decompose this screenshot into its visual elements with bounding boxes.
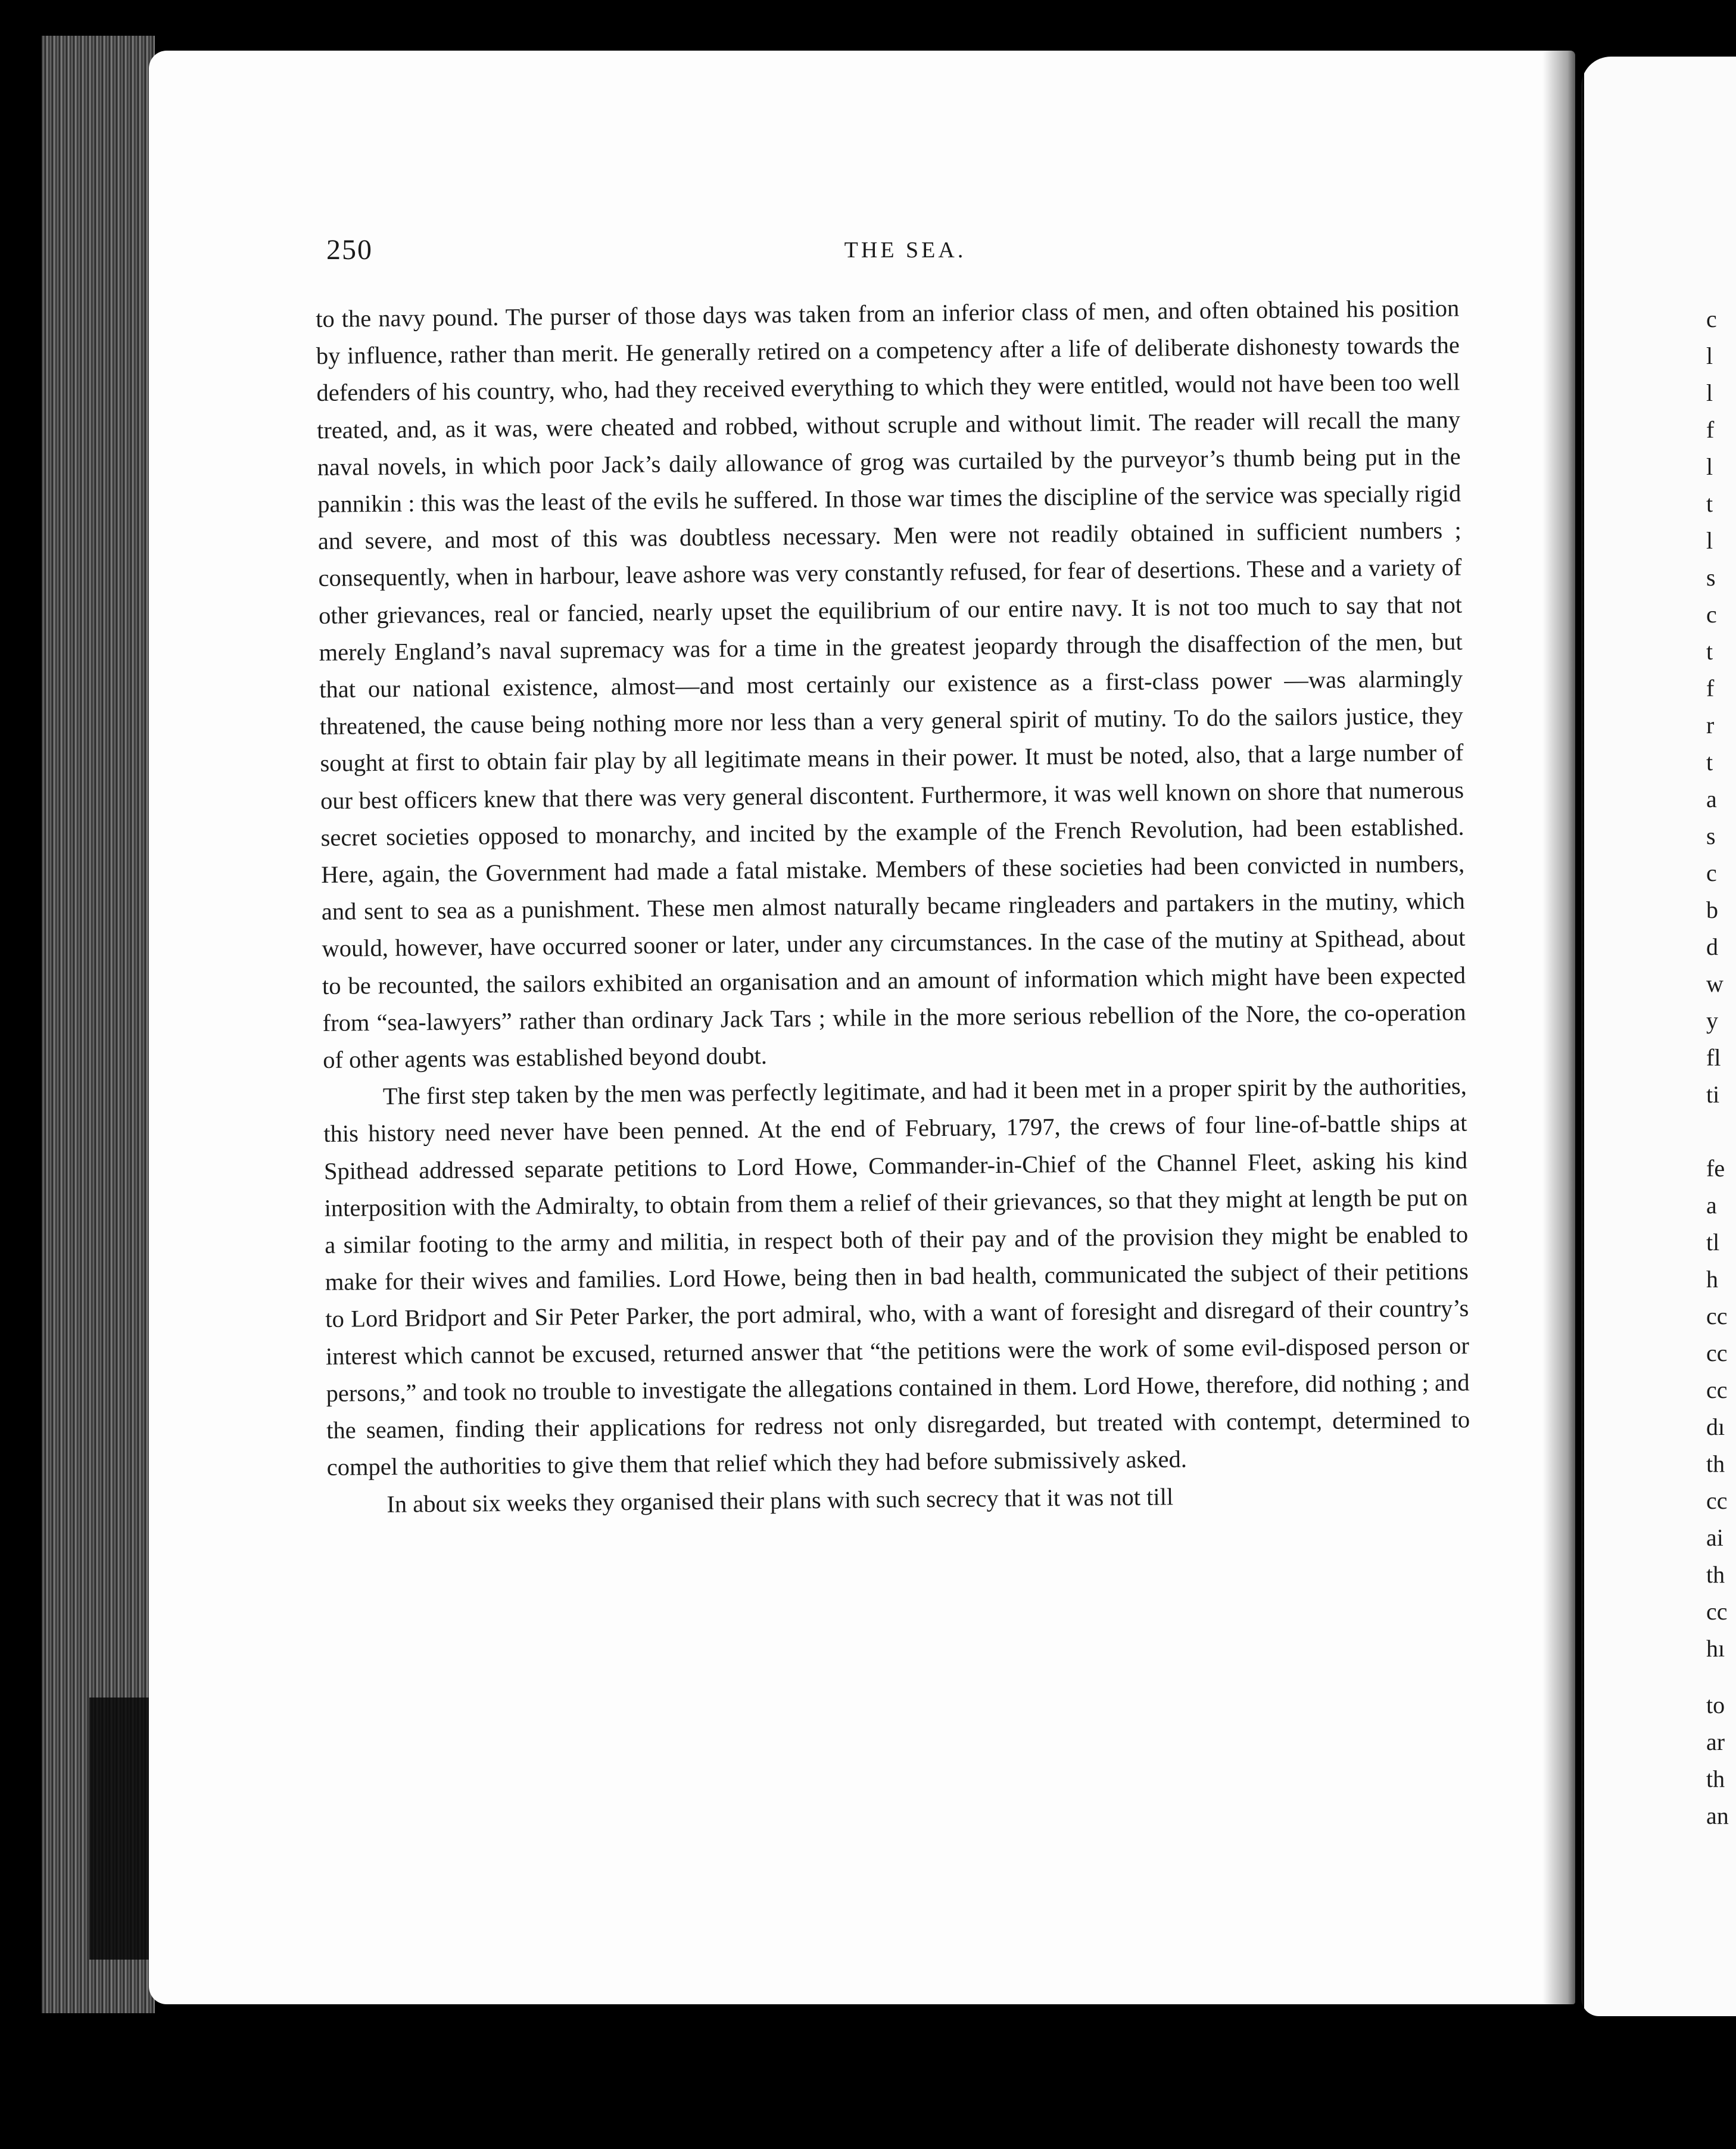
paragraph: The first step taken by the men was perfectly legitimate, and had it been met in a proper spirit by the authorities, this history need never have been penned. At the end of February, 1797, the crews of four line-of-battle ships at Spithead addressed separate petitions to Lord Howe, Commander-in-Chief of the Channel Fleet, asking his kind interposition with the Admiralty, to obtain from them a relief of their grievances, so that they might at length be put on a similar footing to the army and militia, in respect both of their pay and of the provision they might be enabled to make for their wives and families. Lord Howe, being then in bad health, communicated the subject of their petitions to Lord Bridport and Sir Peter Parker, the port admiral, who, with a want of foresight and disregard of their country’s interest which cannot be excused, returned answer that “the petitions were the work of some evil-disposed person or persons,” and took no trouble to investigate the allegations contained in them. Lord Howe, therefore, did nothing ; and the seamen, finding their applications for redress not only disregarded, but treated with contempt, determined to compel the authorities to give them that relief which they had before submissively asked. bbox=[323, 1072, 1470, 1481]
text-fragment: cc bbox=[1706, 1598, 1728, 1625]
text-fragment: s bbox=[1706, 564, 1716, 591]
text-fragment: tl bbox=[1706, 1229, 1720, 1256]
text-fragment: f bbox=[1706, 675, 1715, 702]
text-fragment: ai bbox=[1706, 1524, 1723, 1551]
text-fragment: t bbox=[1706, 638, 1713, 665]
paragraph: In about six weeks they organised their plans with such secrecy that it was not till bbox=[387, 1483, 1174, 1518]
text-fragment: l bbox=[1706, 342, 1713, 369]
text-fragment: to bbox=[1706, 1692, 1725, 1718]
paragraph: to the navy pound. The purser of those days was taken from an inferior class of men, and often obtained his position by influence, rather than merit. He generally retired on a competency after a life of deliberate dishonesty towards the defenders of his country, who, had they received everything to which they were entitled, would not have been too well treated, and, as it was, were cheated and robbed, without scruple and without limit. The reader will recall the many naval novels, in which poor Jack’s daily allowance of grog was curtailed by the purveyor’s thumb being put in the pannikin : this was the least of the evils he suffered. In those war times the discipline of the service was specially rigid and severe, and most of this was doubtless necessary. Men were not readily obtained in sufficient numbers ; consequently, when in harbour, leave ashore was very constantly refused, for fear of desertions. These and a variety of other grievances, real or fancied, nearly upset the equilibrium of our entire navy. It is not too much to say that not merely England’s naval supremacy was for a time in the greatest jeopardy through the disaffection of the men, but that our national existence, almost—and most certainly our existence as a first-class power —was alarmingly threatened, the cause being nothing more nor less than a very general spirit of mutiny. To do the sailors justice, they sought at first to obtain fair play by all legitimate means in their power. It must be noted, also, that a large number of our best officers knew that there was very general discontent. Furthermore, it was well known on shore that numerous secret societies opposed to monarchy, and incited by the example of the French Revolution, had been established. Here, again, the Government had made a fatal mistake. Members of these societies had been convicted in numbers, and sent to sea as a punishment. These men almost naturally became ringleaders and partakers in the mutiny, which would, however, have occurred sooner or later, under any circumstances. In the case of the mutiny at Spithead, about to be recounted, the sailors exhibited an organisation and an amount of information which might have been expected from “sea-lawyers” rather than ordinary Jack Tars ; while in the more serious rebellion of the Nore, the co-operation of other agents was established beyond doubt. bbox=[316, 294, 1466, 1074]
text-fragment: c bbox=[1706, 601, 1717, 628]
text-fragment: an bbox=[1706, 1802, 1729, 1829]
text-fragment: fe bbox=[1706, 1155, 1725, 1182]
text-fragment: hı bbox=[1706, 1635, 1725, 1662]
text-fragment: y bbox=[1706, 1007, 1718, 1034]
text-fragment: cc bbox=[1706, 1340, 1728, 1366]
text-fragment: s bbox=[1706, 823, 1716, 849]
text-fragment: f bbox=[1706, 416, 1715, 443]
text-fragment: ar bbox=[1706, 1728, 1725, 1755]
text-fragment: ti bbox=[1706, 1081, 1720, 1108]
text-fragment: th bbox=[1706, 1450, 1725, 1477]
text-fragment: th bbox=[1706, 1765, 1725, 1792]
text-fragment: a bbox=[1706, 786, 1717, 812]
text-fragment: a bbox=[1706, 1192, 1717, 1219]
text-fragment: d bbox=[1706, 933, 1718, 960]
text-fragment: r bbox=[1706, 712, 1715, 739]
text-fragment: h bbox=[1706, 1266, 1718, 1292]
text-fragment: cc bbox=[1706, 1376, 1728, 1403]
text-fragment: th bbox=[1706, 1561, 1725, 1588]
text-fragment: t bbox=[1706, 749, 1713, 775]
text-fragment: fl bbox=[1706, 1044, 1721, 1071]
facing-page-text-fragments bbox=[1706, 301, 1730, 1835]
body-text bbox=[316, 290, 1471, 1524]
text-fragment: l bbox=[1706, 379, 1713, 406]
text-fragment: b bbox=[1706, 896, 1718, 923]
text-fragment: l bbox=[1706, 527, 1713, 554]
text-fragment: c bbox=[1706, 859, 1717, 886]
text-fragment: t bbox=[1706, 490, 1713, 517]
gutter-shadow bbox=[1542, 51, 1584, 2016]
text-fragment: w bbox=[1706, 970, 1723, 997]
page-number: 250 bbox=[326, 234, 373, 266]
text-fragment: c bbox=[1706, 306, 1717, 332]
running-title: THE SEA. bbox=[844, 238, 967, 263]
page-edge-shadow bbox=[89, 1698, 155, 1960]
text-fragment: cc bbox=[1706, 1303, 1728, 1329]
text-fragment: dı bbox=[1706, 1413, 1725, 1440]
text-fragment: l bbox=[1706, 453, 1713, 480]
text-fragment: cc bbox=[1706, 1487, 1728, 1514]
